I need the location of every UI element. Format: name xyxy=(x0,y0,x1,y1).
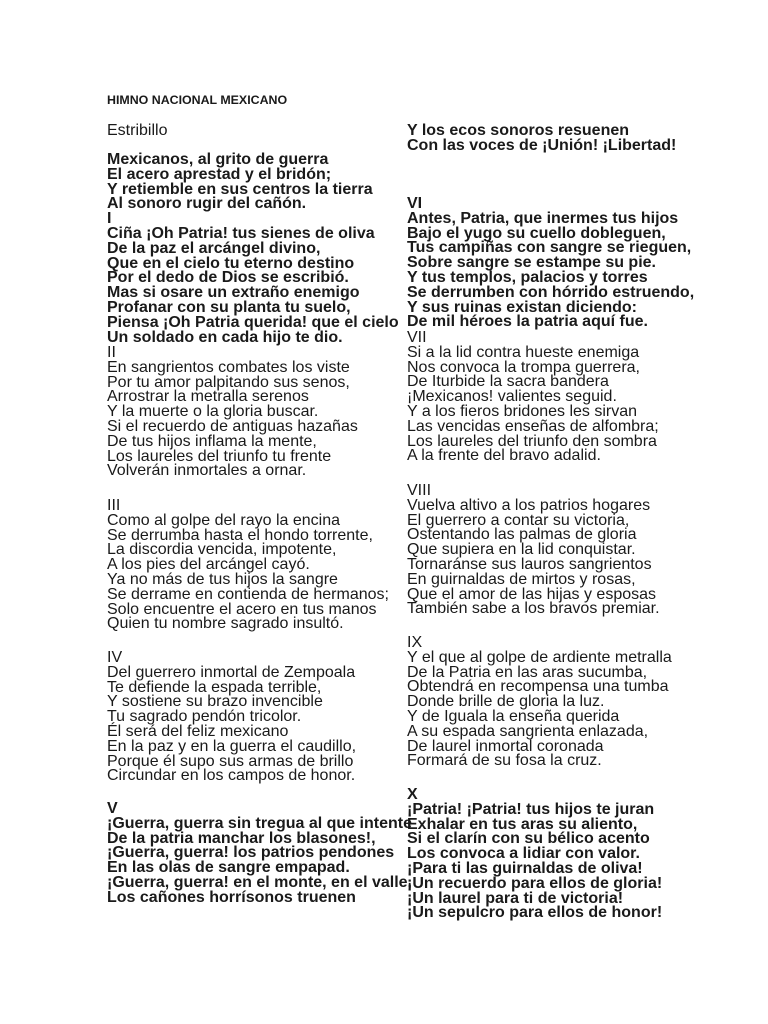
verse-line: La discordia vencida, impotente, xyxy=(107,541,337,559)
verse-line: Y los ecos sonoros resuenen xyxy=(407,122,630,139)
verse-line: El acero aprestad y el bridón; xyxy=(107,165,332,183)
stanza-number-viii: VIII xyxy=(407,482,432,499)
document-title: HIMNO NACIONAL MEXICANO xyxy=(107,93,288,107)
verse-line: En guirnaldas de mirtos y rosas, xyxy=(407,570,636,588)
verse-line: Circundar en los campos de honor. xyxy=(107,767,356,785)
verse-line: Vuelva altivo a los patrios hogares xyxy=(407,496,651,514)
verse-line: A su espada sangrienta enlazada, xyxy=(407,722,649,740)
verse-line: Quien tu nombre sagrado insultó. xyxy=(107,615,344,633)
estribillo-label: Estribillo xyxy=(107,122,168,139)
stanza-ii xyxy=(107,344,397,480)
verse-line: Porque él supo sus armas de brillo xyxy=(107,752,354,770)
verse-line: Volverán inmortales a ornar. xyxy=(107,462,307,480)
verse-line: El guerrero a contar su victoria, xyxy=(407,511,630,529)
stanza-number-x: X xyxy=(407,786,418,803)
verse-line: Tornaránse sus lauros sangrientos xyxy=(407,555,652,573)
stanza-v xyxy=(107,800,412,906)
verse-line: Que en el cielo tu eterno destino xyxy=(107,254,355,272)
verse-line: Tu sagrado pendón tricolor. xyxy=(107,708,302,726)
estribillo-heading-block xyxy=(107,122,397,137)
verse-line: Ya no más de tus hijos la sangre xyxy=(107,570,338,588)
stanza-viii xyxy=(407,482,737,618)
stanza-number-i: I xyxy=(107,210,112,228)
verse-line: ¡Patria! ¡Patria! tus hijos te juran xyxy=(407,800,655,818)
verse-line: Piensa ¡Oh Patria querida! que el cielo xyxy=(107,313,399,331)
stanza-ix xyxy=(407,634,737,770)
verse-line: También sabe a los bravos premiar. xyxy=(407,600,660,618)
verse-line: Como al golpe del rayo la encina xyxy=(107,511,341,529)
verse-line: De Iturbide la sacra bandera xyxy=(407,373,609,391)
verse-line: Y de Iguala la enseña querida xyxy=(407,707,620,725)
verse-line: Los laureles del triunfo tu frente xyxy=(107,447,332,465)
verse-line: Se derrumba hasta el hondo torrente, xyxy=(107,526,373,544)
verse-line: ¡Un recuerdo para ellos de gloria! xyxy=(407,874,663,892)
verse-line: Profanar con su planta tu suelo, xyxy=(107,298,351,316)
verse-line: Obtendrá en recompensa una tumba xyxy=(407,678,669,696)
verse-line: Donde brille de gloria la luz. xyxy=(407,693,605,711)
verse-line: Él será del feliz mexicano xyxy=(107,722,289,740)
stanza-v-continued xyxy=(407,122,737,152)
verse-line: Te defiende la espada terrible, xyxy=(107,678,322,696)
verse-line: Por el dedo de Dios se escribió. xyxy=(107,269,349,287)
stanza-x xyxy=(407,786,737,922)
verse-line: ¡Guerra, guerra! en el monte, en el valle, xyxy=(107,873,412,891)
stanza-vii xyxy=(407,329,737,465)
stanza-vi xyxy=(407,195,737,331)
verse-line: En la paz y en la guerra el caudillo, xyxy=(107,737,357,755)
verse-line: Si a la lid contra hueste enemiga xyxy=(407,343,640,361)
stanza-number-ii: II xyxy=(107,344,116,361)
verse-line: Arrostrar la metralla serenos xyxy=(107,388,309,406)
verse-line: En sangrientos combates los viste xyxy=(107,358,350,376)
verse-line: De la paz el arcángel divino, xyxy=(107,239,321,257)
verse-line: Nos convoca la trompa guerrera, xyxy=(407,358,640,376)
verse-line: Con las voces de ¡Unión! ¡Libertad! xyxy=(407,136,677,154)
verse-line: De mil héroes la patria aquí fue. xyxy=(407,313,648,331)
stanza-number-iii: III xyxy=(107,497,121,514)
verse-line: ¡Un sepulcro para ellos de honor! xyxy=(407,904,663,922)
verse-line: Los convoca a lidiar con valor. xyxy=(407,845,640,863)
verse-line: Sobre sangre se estampe su pie. xyxy=(407,254,656,272)
verse-line: Si el recuerdo de antiguas hazañas xyxy=(107,417,358,435)
verse-line: Se derrame en contienda de hermanos; xyxy=(107,585,389,603)
verse-line: Y la muerte o la gloria buscar. xyxy=(107,403,319,421)
stanza-number-v: V xyxy=(107,800,118,817)
verse-line: Y tus templos, palacios y torres xyxy=(407,268,648,286)
verse-line: Mexicanos, al grito de guerra xyxy=(107,151,329,168)
verse-line: ¡Un laurel para ti de victoria! xyxy=(407,889,624,907)
verse-line: En las olas de sangre empapad. xyxy=(107,859,350,877)
stanza-number-vi: VI xyxy=(407,195,423,212)
stanza-number-ix: IX xyxy=(407,634,423,651)
verse-line: Solo encuentre el acero en tus manos xyxy=(107,600,377,618)
verse-line: De la Patria en las aras sucumba, xyxy=(407,663,648,681)
verse-line: Al sonoro rugir del cañón. xyxy=(107,195,307,213)
verse-line: Que el amor de las hijas y esposas xyxy=(407,585,657,603)
stanza-number-iv: IV xyxy=(107,649,123,666)
verse-line: Bajo el yugo su cuello dobleguen, xyxy=(407,224,666,242)
verse-line: Si el clarín con su bélico acento xyxy=(407,830,650,848)
verse-line: Mas si osare un extraño enemigo xyxy=(107,284,360,302)
verse-line: Por tu amor palpitando sus senos, xyxy=(107,373,350,391)
verse-line: ¡Guerra, guerra! los patrios pendones xyxy=(107,844,395,862)
verse-line: Y retiemble en sus centros la tierra xyxy=(107,180,373,198)
verse-line: Ostentando las palmas de gloria xyxy=(407,526,637,544)
stanza-number-vii: VII xyxy=(407,329,427,346)
verse-line: Exhalar en tus aras su aliento, xyxy=(407,815,638,833)
verse-line: Tus campiñas con sangre se rieguen, xyxy=(407,239,692,257)
verse-line: Se derrumben con hórrido estruendo, xyxy=(407,283,695,301)
stanza-iv xyxy=(107,649,397,785)
verse-line: A los pies del arcángel cayó. xyxy=(107,556,310,574)
verse-line: A la frente del bravo adalid. xyxy=(407,447,601,465)
verse-line: ¡Para ti las guirnaldas de oliva! xyxy=(407,859,643,877)
verse-line: De la patria manchar los blasones!, xyxy=(107,829,376,847)
verse-line: Del guerrero inmortal de Zempoala xyxy=(107,663,356,681)
verse-line: ¡Mexicanos! valientes seguid. xyxy=(407,388,617,406)
verse-line: Que supiera en la lid conquistar. xyxy=(407,541,636,559)
verse-line: Las vencidas enseñas de alfombra; xyxy=(407,417,659,435)
verse-line: Y sus ruinas existan diciendo: xyxy=(407,298,637,316)
verse-line: ¡Guerra, guerra sin tregua al que intente xyxy=(107,814,412,832)
verse-line: Antes, Patria, que inermes tus hijos xyxy=(407,209,679,227)
stanza-iii xyxy=(107,497,397,633)
verse-line: Formará de su fosa la cruz. xyxy=(407,752,602,770)
stanza-estribillo xyxy=(107,151,399,346)
verse-line: De tus hijos inflama la mente, xyxy=(107,432,317,450)
verse-line: Y el que al golpe de ardiente metralla xyxy=(407,648,672,666)
verse-line: Los cañones horrísonos truenen xyxy=(107,888,356,906)
verse-line: Y a los fieros bridones les sirvan xyxy=(407,402,638,420)
verse-line: Ciña ¡Oh Patria! tus sienes de oliva xyxy=(107,224,375,242)
verse-line: De laurel inmortal coronada xyxy=(407,737,604,755)
verse-line: Los laureles del triunfo den sombra xyxy=(407,432,657,450)
verse-line: Un soldado en cada hijo te dio. xyxy=(107,328,343,346)
verse-line: Y sostiene su brazo invencible xyxy=(107,693,323,711)
